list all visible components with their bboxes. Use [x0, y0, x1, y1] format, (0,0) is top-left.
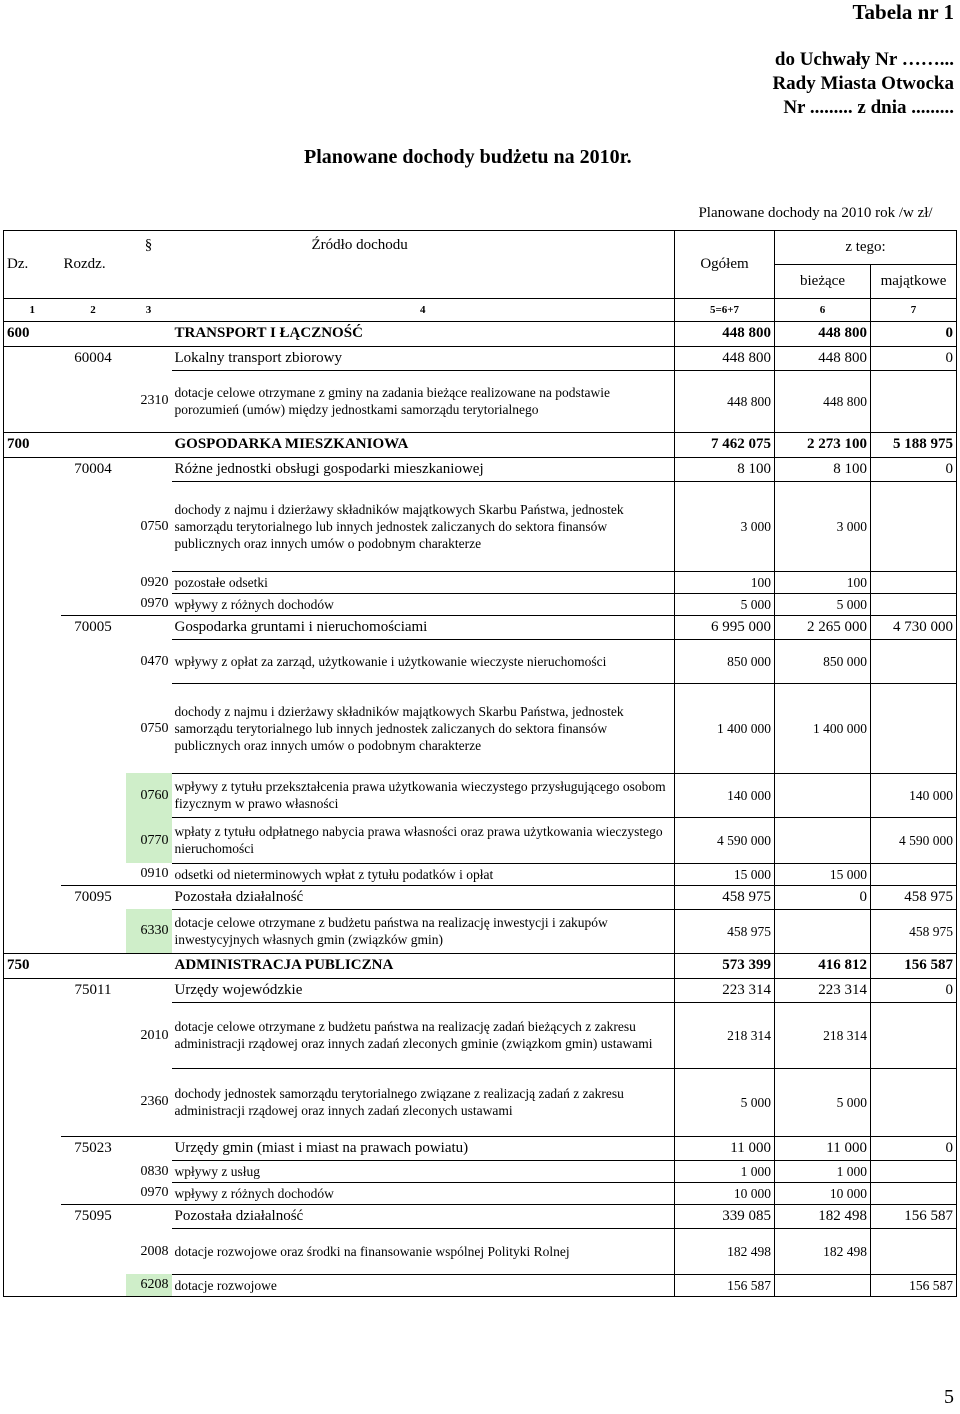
col-num: 6: [775, 298, 871, 321]
chapter-row: [4, 1136, 957, 1160]
chapter-code: [61, 481, 126, 571]
capital-amount: [871, 639, 957, 683]
chapter-code: [61, 1182, 126, 1204]
section-code: 700: [4, 432, 61, 457]
source-name: Pozostała działalność: [172, 885, 675, 909]
col-total-header: Ogółem: [675, 230, 775, 298]
paragraph-row: [4, 683, 957, 773]
current-amount: 1 400 000: [775, 683, 871, 773]
capital-amount: 0: [871, 1136, 957, 1160]
current-amount: 100: [775, 571, 871, 593]
total-amount: 3 000: [675, 481, 775, 571]
total-amount: 8 100: [675, 457, 775, 481]
total-amount: 448 800: [675, 346, 775, 370]
section-code: [4, 683, 61, 773]
current-amount: 15 000: [775, 863, 871, 885]
source-name: wpływy z usług: [172, 1160, 675, 1182]
chapter-code: [61, 683, 126, 773]
section-code: [4, 1002, 61, 1068]
current-amount: 3 000: [775, 481, 871, 571]
capital-amount: 4 730 000: [871, 615, 957, 639]
section-code: [4, 615, 61, 639]
section-code: [4, 1204, 61, 1228]
paragraph-row: [4, 863, 957, 885]
page-title: Planowane dochody budżetu na 2010r.: [304, 146, 632, 168]
source-name: dochody z najmu i dzierżawy składników majątkowych Skarbu Państwa, jednostek samorządu terytorialnego lub innych jednostek zaliczanych do sektora finansów publicznych oraz innych umów o podobnym charakterze: [172, 683, 675, 773]
paragraph-code: [126, 321, 172, 346]
chapter-code: [61, 321, 126, 346]
column-numbers-row: [4, 298, 957, 321]
current-amount: 11 000: [775, 1136, 871, 1160]
col-num: 2: [61, 298, 126, 321]
col-capital-header: majątkowe: [871, 264, 957, 298]
source-name: wpływy z różnych dochodów: [172, 1182, 675, 1204]
source-name: wpływy z różnych dochodów: [172, 593, 675, 615]
paragraph-row: [4, 571, 957, 593]
current-amount: [775, 817, 871, 863]
paragraph-row: [4, 1160, 957, 1182]
total-amount: 11 000: [675, 1136, 775, 1160]
paragraph-code: [126, 615, 172, 639]
paragraph-code: [126, 953, 172, 978]
chapter-row: [4, 1204, 957, 1228]
section-code: [4, 571, 61, 593]
total-amount: 218 314: [675, 1002, 775, 1068]
total-amount: 458 975: [675, 909, 775, 953]
section-code: [4, 1160, 61, 1182]
section-code: [4, 773, 61, 817]
paragraph-code: 0970: [140, 596, 169, 612]
capital-amount: 156 587: [871, 1274, 957, 1296]
paragraph-code: 0910: [140, 866, 169, 882]
section-row: [4, 321, 957, 346]
chapter-code: [61, 432, 126, 457]
capital-amount: 4 590 000: [871, 817, 957, 863]
current-amount: 2 265 000: [775, 615, 871, 639]
paragraph-row: [4, 370, 957, 432]
total-amount: 100: [675, 571, 775, 593]
total-amount: 458 975: [675, 885, 775, 909]
chapter-code: 75095: [61, 1204, 126, 1228]
paragraph-code: 6330: [126, 909, 172, 953]
capital-amount: [871, 1068, 957, 1136]
chapter-row: [4, 885, 957, 909]
chapter-row: [4, 457, 957, 481]
current-amount: 8 100: [775, 457, 871, 481]
chapter-code: [61, 1160, 126, 1182]
chapter-row: [4, 978, 957, 1002]
section-code: [4, 909, 61, 953]
paragraph-row: [4, 909, 957, 953]
paragraph-row: [4, 773, 957, 817]
total-amount: 10 000: [675, 1182, 775, 1204]
chapter-code: [61, 1068, 126, 1136]
source-name: Gospodarka gruntami i nieruchomościami: [172, 615, 675, 639]
current-amount: 182 498: [775, 1204, 871, 1228]
current-amount: 5 000: [775, 593, 871, 615]
paragraph-code: 2310: [140, 393, 169, 409]
current-amount: 182 498: [775, 1228, 871, 1274]
capital-amount: 0: [871, 321, 957, 346]
col-num: 1: [4, 298, 61, 321]
section-code: [4, 1068, 61, 1136]
section-code: [4, 1228, 61, 1274]
current-amount: 223 314: [775, 978, 871, 1002]
col-rozdz-header: Rozdz.: [61, 230, 126, 298]
source-name: Urzędy wojewódzkie: [172, 978, 675, 1002]
paragraph-code: 2360: [140, 1094, 169, 1110]
total-amount: 140 000: [675, 773, 775, 817]
current-amount: 218 314: [775, 1002, 871, 1068]
paragraph-code: [126, 346, 172, 370]
source-name: odsetki od nieterminowych wpłat z tytułu podatków i opłat: [172, 863, 675, 885]
chapter-code: 75023: [61, 1136, 126, 1160]
capital-amount: [871, 1002, 957, 1068]
section-code: [4, 593, 61, 615]
paragraph-code: 0970: [140, 1185, 169, 1201]
chapter-row: [4, 346, 957, 370]
source-name: dotacje celowe otrzymane z budżetu państwa na realizację inwestycji i zakupów inwestycyjnych własnych gmin (związków gmin): [172, 909, 675, 953]
capital-amount: [871, 863, 957, 885]
capital-amount: [871, 1228, 957, 1274]
col-num: 7: [871, 298, 957, 321]
paragraph-code: [126, 457, 172, 481]
paragraph-row: [4, 639, 957, 683]
paragraph-code: 0470: [140, 653, 169, 669]
source-name: GOSPODARKA MIESZKANIOWA: [172, 432, 675, 457]
paragraph-code: 0750: [140, 720, 169, 736]
total-amount: 156 587: [675, 1274, 775, 1296]
total-amount: 850 000: [675, 639, 775, 683]
chapter-code: [61, 593, 126, 615]
section-code: [4, 1136, 61, 1160]
total-amount: 339 085: [675, 1204, 775, 1228]
section-code: [4, 639, 61, 683]
total-amount: 6 995 000: [675, 615, 775, 639]
current-amount: 448 800: [775, 370, 871, 432]
section-row: [4, 432, 957, 457]
source-name: Urzędy gmin (miast i miast na prawach powiatu): [172, 1136, 675, 1160]
capital-amount: [871, 1182, 957, 1204]
capital-amount: 156 587: [871, 953, 957, 978]
paragraph-code: [126, 1136, 172, 1160]
paragraph-row: [4, 1274, 957, 1296]
section-row: [4, 953, 957, 978]
source-name: dotacje celowe otrzymane z gminy na zadania bieżące realizowane na podstawie porozumień (umów) między jednostkami samorządu terytorialnego: [172, 370, 675, 432]
paragraph-row: [4, 1228, 957, 1274]
capital-amount: [871, 1160, 957, 1182]
section-code: [4, 1182, 61, 1204]
paragraph-code: [126, 1204, 172, 1228]
chapter-code: [61, 1274, 126, 1296]
chapter-code: [61, 639, 126, 683]
source-name: wpłaty z tytułu odpłatnego nabycia prawa własności oraz prawa użytkowania wieczystego nieruchomości: [172, 817, 675, 863]
current-amount: 10 000: [775, 1182, 871, 1204]
paragraph-code: 0760: [126, 773, 172, 817]
chapter-code: 70004: [61, 457, 126, 481]
source-name: dotacje rozwojowe oraz środki na finansowanie wspólnej Polityki Rolnej: [172, 1228, 675, 1274]
total-amount: 15 000: [675, 863, 775, 885]
total-amount: 182 498: [675, 1228, 775, 1274]
current-amount: [775, 773, 871, 817]
source-name: dochody z najmu i dzierżawy składników majątkowych Skarbu Państwa, jednostek samorządu terytorialnego lub innych jednostek zaliczanych do sektora finansów publicznych oraz innych umów o podobnym charakterze: [172, 481, 675, 571]
source-name: Różne jednostki obsługi gospodarki mieszkaniowej: [172, 457, 675, 481]
paragraph-row: [4, 1182, 957, 1204]
current-amount: 2 273 100: [775, 432, 871, 457]
current-amount: [775, 1274, 871, 1296]
current-amount: 850 000: [775, 639, 871, 683]
col-current-header: bieżące: [775, 264, 871, 298]
chapter-code: [61, 909, 126, 953]
revenue-table: [3, 198, 957, 1297]
page-number: 5: [944, 1386, 954, 1408]
section-code: 600: [4, 321, 61, 346]
total-amount: 573 399: [675, 953, 775, 978]
chapter-row: [4, 615, 957, 639]
capital-amount: 0: [871, 978, 957, 1002]
current-amount: 416 812: [775, 953, 871, 978]
table-label: Tabela nr 1: [852, 0, 954, 24]
total-amount: 5 000: [675, 593, 775, 615]
total-amount: 4 590 000: [675, 817, 775, 863]
col-num: 3: [126, 298, 172, 321]
col-source-header: Źródło dochodu: [172, 230, 675, 298]
total-amount: 1 000: [675, 1160, 775, 1182]
paragraph-code: [126, 432, 172, 457]
paragraph-code: 2008: [140, 1243, 169, 1259]
paragraph-code: 2010: [140, 1027, 169, 1043]
capital-amount: 140 000: [871, 773, 957, 817]
source-name: wpływy z opłat za zarząd, użytkowanie i użytkowanie wieczyste nieruchomości: [172, 639, 675, 683]
source-name: pozostałe odsetki: [172, 571, 675, 593]
resolution-line-2: Rady Miasta Otwocka: [772, 73, 954, 94]
paragraph-code: 0830: [140, 1163, 169, 1179]
total-amount: 448 800: [675, 370, 775, 432]
section-code: [4, 817, 61, 863]
resolution-reference: [772, 48, 954, 120]
paragraph-code: 6208: [126, 1274, 172, 1296]
total-amount: 5 000: [675, 1068, 775, 1136]
paragraph-code: 0750: [140, 518, 169, 534]
capital-amount: [871, 571, 957, 593]
source-name: dochody jednostek samorządu terytorialnego związane z realizacją zadań z zakresu administracji rządowej oraz innych zadań zleconych ustawami: [172, 1068, 675, 1136]
capital-amount: [871, 593, 957, 615]
chapter-code: [61, 953, 126, 978]
col-dz-header: Dz.: [4, 230, 61, 298]
current-amount: 1 000: [775, 1160, 871, 1182]
source-name: Pozostała działalność: [172, 1204, 675, 1228]
paragraph-code: 0770: [126, 817, 172, 863]
planned-revenue-header: Planowane dochody na 2010 rok /w zł/: [698, 205, 933, 222]
chapter-code: 60004: [61, 346, 126, 370]
chapter-code: [61, 863, 126, 885]
section-code: 750: [4, 953, 61, 978]
col-num: 4: [172, 298, 675, 321]
total-amount: 448 800: [675, 321, 775, 346]
col-par-header: §: [126, 230, 172, 298]
source-name: dotacje rozwojowe: [172, 1274, 675, 1296]
source-name: wpływy z tytułu przekształcenia prawa użytkowania wieczystego przysługującego osobom fizycznym w prawo własności: [172, 773, 675, 817]
total-amount: 223 314: [675, 978, 775, 1002]
resolution-line-3: Nr ......... z dnia .........: [783, 97, 954, 118]
current-amount: 448 800: [775, 346, 871, 370]
paragraph-row: [4, 817, 957, 863]
total-amount: 7 462 075: [675, 432, 775, 457]
section-code: [4, 978, 61, 1002]
current-amount: 5 000: [775, 1068, 871, 1136]
chapter-code: [61, 773, 126, 817]
col-of-which-header: z tego:: [775, 230, 957, 264]
chapter-code: 70095: [61, 885, 126, 909]
chapter-code: [61, 571, 126, 593]
resolution-line-1: do Uchwały Nr ……...: [774, 49, 954, 70]
paragraph-row: [4, 1002, 957, 1068]
current-amount: 448 800: [775, 321, 871, 346]
section-code: [4, 863, 61, 885]
paragraph-row: [4, 481, 957, 571]
paragraph-code: [126, 885, 172, 909]
capital-amount: 458 975: [871, 885, 957, 909]
section-code: [4, 457, 61, 481]
col-num: 5=6+7: [675, 298, 775, 321]
source-name: Lokalny transport zbiorowy: [172, 346, 675, 370]
chapter-code: 70005: [61, 615, 126, 639]
capital-amount: 458 975: [871, 909, 957, 953]
section-code: [4, 370, 61, 432]
paragraph-code: 0920: [140, 574, 169, 590]
section-code: [4, 346, 61, 370]
section-code: [4, 1274, 61, 1296]
source-name: ADMINISTRACJA PUBLICZNA: [172, 953, 675, 978]
section-code: [4, 481, 61, 571]
capital-amount: 156 587: [871, 1204, 957, 1228]
paragraph-row: [4, 1068, 957, 1136]
source-name: TRANSPORT I ŁĄCZNOŚĆ: [172, 321, 675, 346]
paragraph-code: [126, 978, 172, 1002]
current-amount: 0: [775, 885, 871, 909]
capital-amount: [871, 481, 957, 571]
paragraph-row: [4, 593, 957, 615]
chapter-code: 75011: [61, 978, 126, 1002]
chapter-code: [61, 1002, 126, 1068]
source-name: dotacje celowe otrzymane z budżetu państwa na realizację zadań bieżących z zakresu administracji rządowej oraz innych zadań zleconych gminie (związkom gmin) ustawami: [172, 1002, 675, 1068]
section-code: [4, 885, 61, 909]
capital-amount: 0: [871, 457, 957, 481]
capital-amount: 0: [871, 346, 957, 370]
capital-amount: [871, 683, 957, 773]
chapter-code: [61, 817, 126, 863]
current-amount: [775, 909, 871, 953]
capital-amount: 5 188 975: [871, 432, 957, 457]
chapter-code: [61, 1228, 126, 1274]
capital-amount: [871, 370, 957, 432]
total-amount: 1 400 000: [675, 683, 775, 773]
chapter-code: [61, 370, 126, 432]
